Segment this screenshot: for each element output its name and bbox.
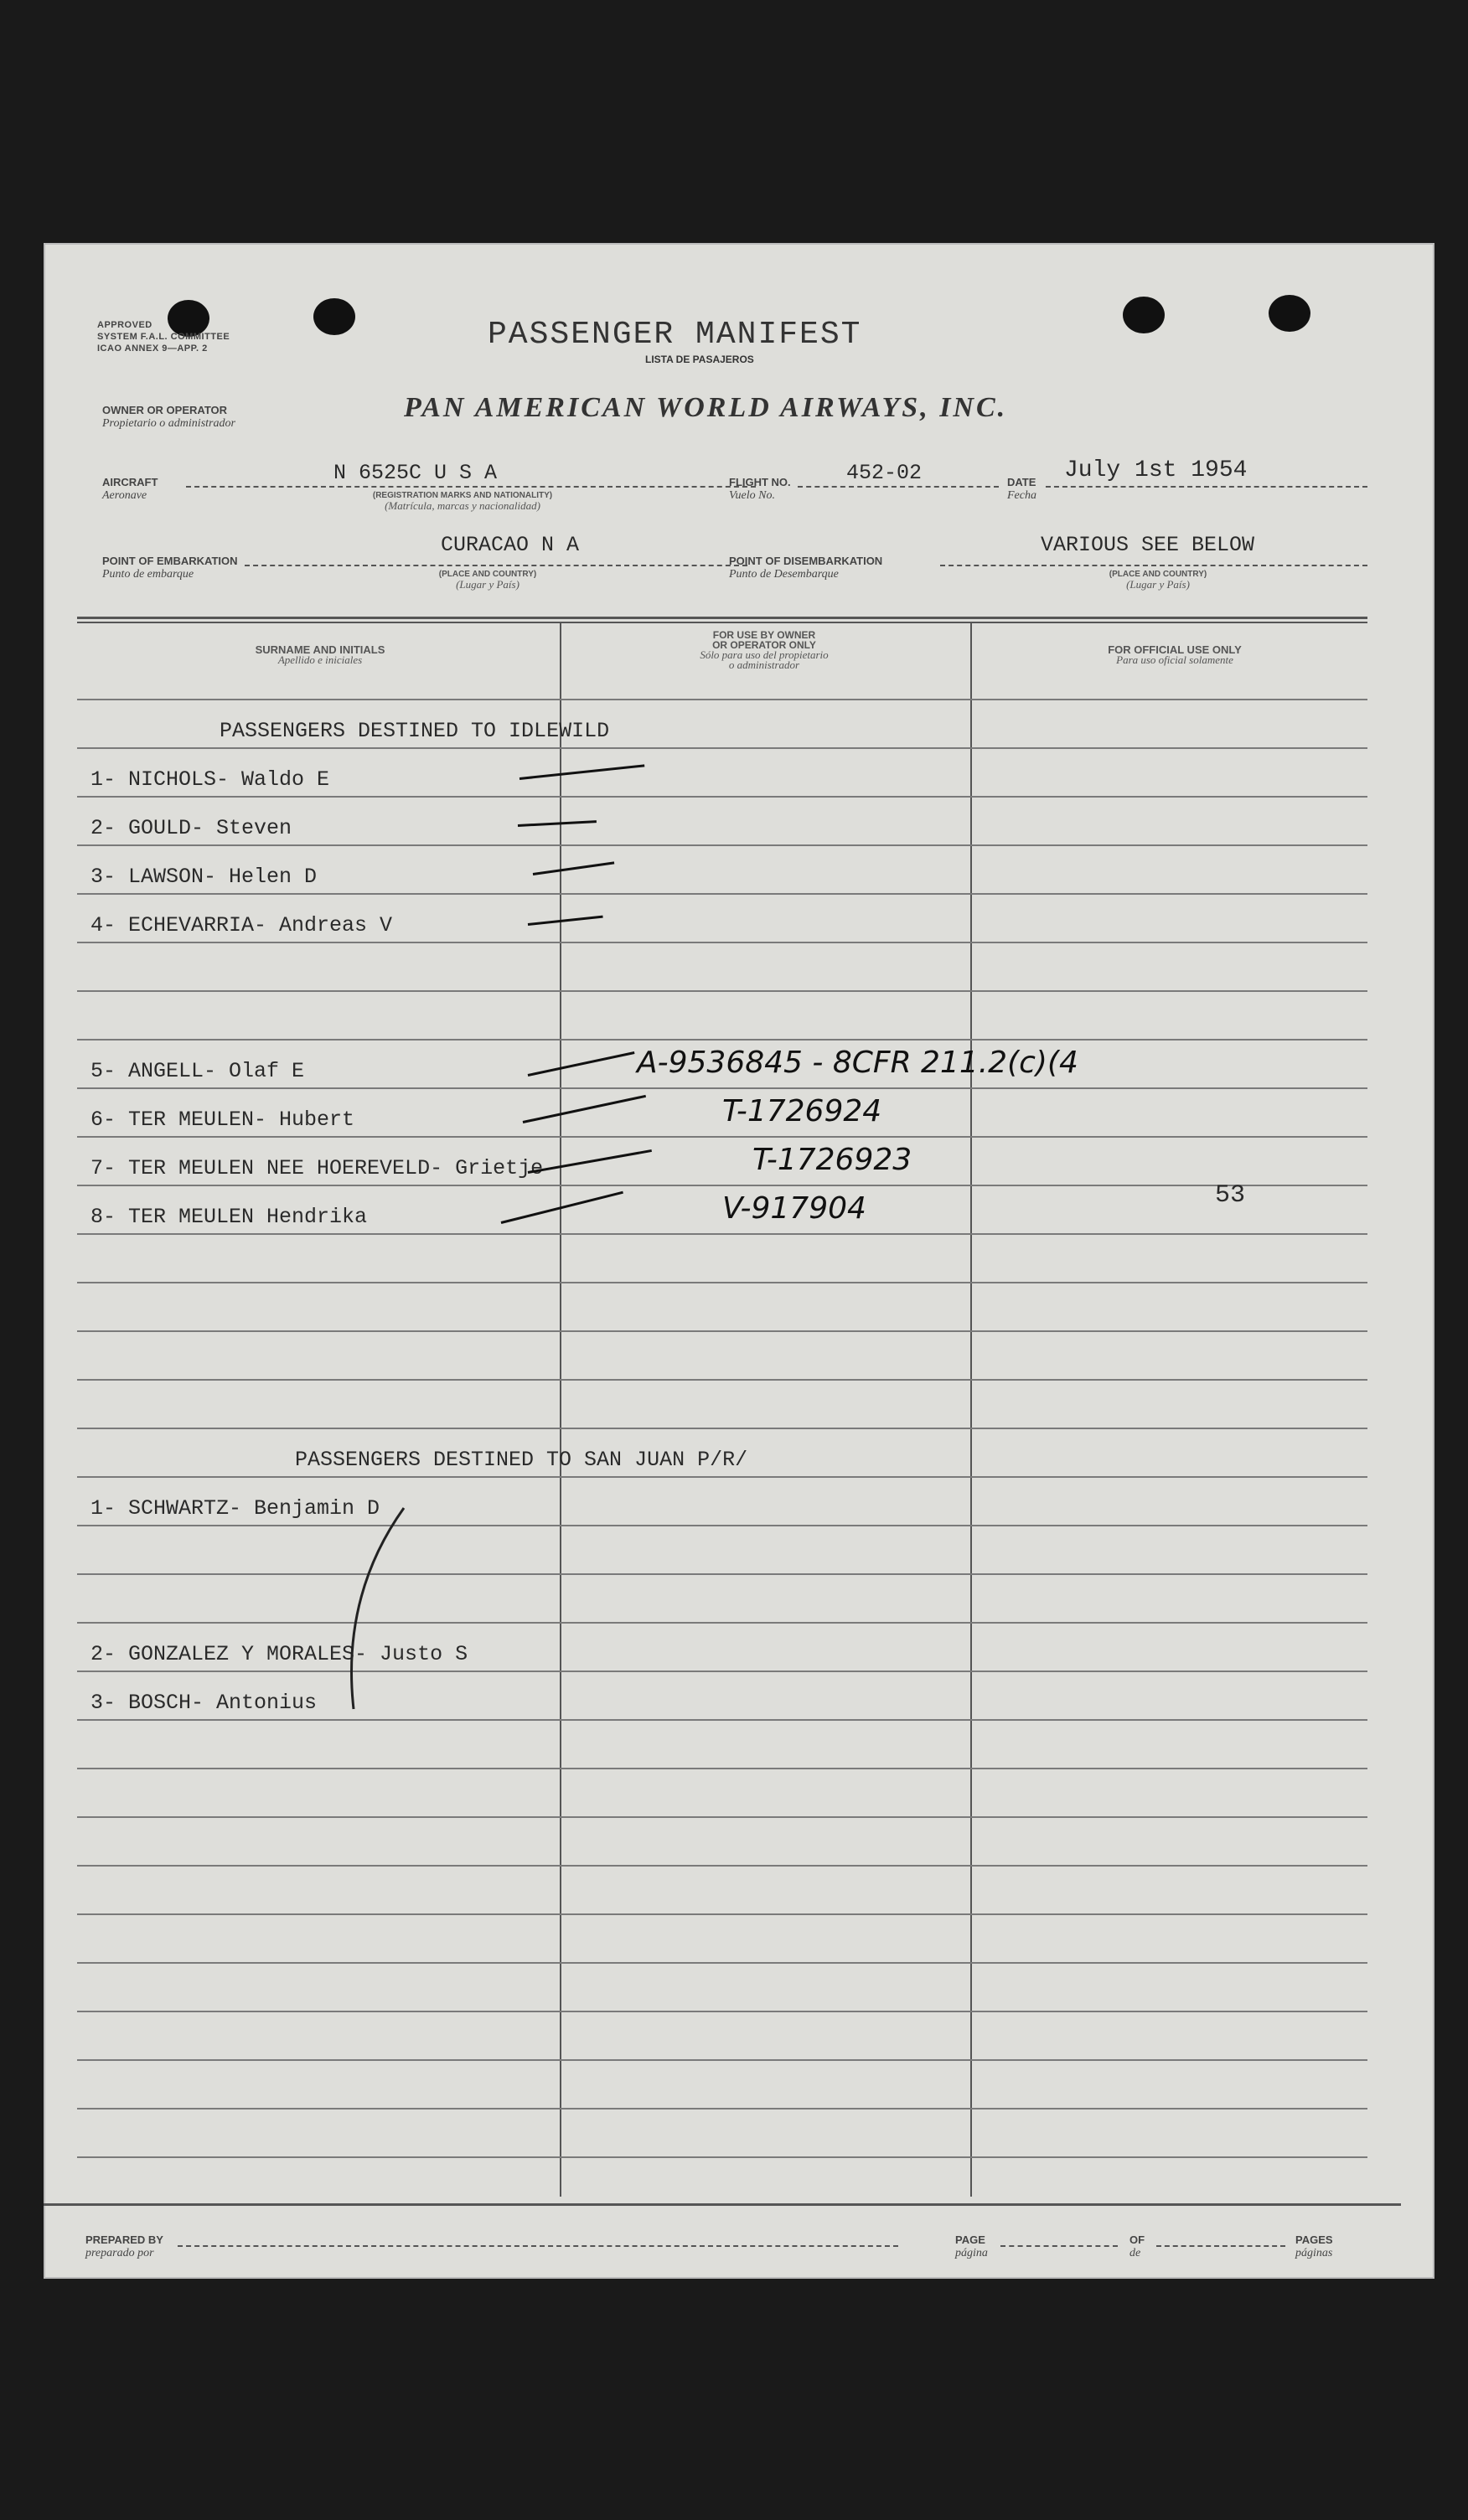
page-line [1000,2245,1118,2247]
of-line [1156,2245,1285,2247]
check-mark [533,861,614,875]
passenger-row: 7- TER MEULEN NEE HOEREVELD- Grietje [90,1156,544,1180]
ruled-line [77,1768,1367,1769]
page-title: PASSENGER MANIFEST [488,317,862,353]
committee-code: SYSTEM F.A.L. COMMITTEE [97,332,230,342]
embark-label: POINT OF EMBARKATION Punto de embarque [102,555,238,581]
date-label: DATE Fecha [1007,476,1036,502]
ruled-line [77,2059,1367,2061]
ruled-line [77,990,1367,992]
ruled-line [77,1671,1367,1672]
official-count: 53 [1215,1181,1246,1210]
date-value: July 1st 1954 [1064,457,1248,483]
page-title-es: LISTA DE PASAJEROS [645,354,754,365]
pages-label: PAGES páginas [1295,2233,1333,2259]
section-heading-san-juan: PASSENGERS DESTINED TO SAN JUAN P/R/ [295,1448,748,1472]
ruled-line [77,1476,1367,1478]
flight-label: FLIGHT NO. Vuelo No. [729,476,791,502]
column-header-official: FOR OFFICIAL USE ONLY Para uso oficial solamente [1108,643,1242,666]
ruled-line [77,893,1367,895]
ruled-line [77,796,1367,798]
ruled-line [77,1913,1367,1915]
check-mark [518,820,597,827]
disembark-underline [940,565,1367,566]
ruled-line [77,1428,1367,1429]
table-bottom-rule [44,2203,1401,2206]
company-name: PAN AMERICAN WORLD AIRWAYS, INC. [404,392,1008,423]
check-mark [501,1191,623,1224]
ruled-line [77,1622,1367,1624]
disembark-sub: (PLACE AND COUNTRY) (Lugar y País) [1109,570,1207,591]
passenger-row: 1- NICHOLS- Waldo E [90,767,330,792]
ruled-line [77,2011,1367,2012]
ruled-line [77,699,1367,700]
check-mark [528,916,603,926]
ruled-line [77,942,1367,943]
passenger-row: 4- ECHEVARRIA- Andreas V [90,913,393,937]
ruled-line [77,1087,1367,1089]
embark-underline [245,565,747,566]
date-underline [1046,486,1367,488]
prepared-by-line [178,2245,898,2247]
column-divider-2 [970,622,972,2197]
handwritten-number: T-1726924 [722,1094,882,1128]
column-header-surname: SURNAME AND INITIALS Apellido e iniciales [255,643,385,666]
ruled-line [77,747,1367,749]
ruled-line [77,2108,1367,2109]
ruled-line [77,2156,1367,2158]
column-divider-1 [560,622,561,2197]
ruled-line [77,1330,1367,1332]
passenger-row: 2- GONZALEZ Y MORALES- Justo S [90,1642,468,1666]
passenger-row: 3- BOSCH- Antonius [90,1691,318,1715]
flight-underline [798,486,999,488]
disembark-value: VARIOUS SEE BELOW [1041,533,1255,557]
aircraft-sub: (REGISTRATION MARKS AND NATIONALITY) (Matrícula, marcas y nacionalidad) [372,491,553,512]
of-label: OF de [1129,2233,1145,2259]
passenger-row: 5- ANGELL- Olaf E [90,1059,305,1083]
ruled-line [77,1185,1367,1186]
check-mark [523,1095,646,1123]
section-heading-idlewild: PASSENGERS DESTINED TO IDLEWILD [220,719,610,743]
manifest-sheet [44,243,1434,2279]
icao-code: ICAO ANNEX 9—APP. 2 [97,343,208,354]
table-top-rule-2 [77,622,1367,623]
embark-value: CURACAO N A [441,533,580,557]
check-mark [519,764,644,780]
column-header-operator: FOR USE BY OWNER OR OPERATOR ONLY Sólo para uso del propietario o administrador [700,629,829,671]
embark-sub: (PLACE AND COUNTRY) (Lugar y País) [438,570,537,591]
handwritten-curve [328,1500,429,1717]
approval-code: APPROVED [97,320,152,330]
passenger-row: 1- SCHWARTZ- Benjamin D [90,1496,380,1521]
page-label: PAGE página [955,2233,988,2259]
aircraft-underline [186,486,756,488]
aircraft-label: AIRCRAFT Aeronave [102,476,158,502]
ruled-line [77,1039,1367,1041]
prepared-by-label: PREPARED BY preparado por [85,2233,163,2259]
check-mark [528,1149,652,1174]
ruled-line [77,1816,1367,1818]
handwritten-number: V-917904 [722,1191,866,1226]
punch-hole-icon [1269,295,1310,332]
flight-value: 452-02 [846,461,923,485]
passenger-row: 8- TER MEULEN Hendrika [90,1205,368,1229]
ruled-line [77,1719,1367,1721]
ruled-line [77,1525,1367,1526]
handwritten-alien-number: A-9536845 - 8CFR 211.2(c)(4 [637,1046,1078,1080]
punch-hole-icon [313,298,355,335]
ruled-line [77,844,1367,846]
ruled-line [77,1962,1367,1964]
check-mark [528,1051,635,1077]
disembark-label: POINT OF DISEMBARKATION Punto de Desembarque [729,555,883,581]
passenger-row: 6- TER MEULEN- Hubert [90,1108,355,1132]
passenger-row: 2- GOULD- Steven [90,816,292,840]
ruled-line [77,1865,1367,1867]
owner-label: OWNER OR OPERATOR Propietario o administrador [102,404,235,430]
ruled-line [77,1136,1367,1138]
ruled-line [77,1233,1367,1235]
passenger-row: 3- LAWSON- Helen D [90,865,318,889]
ruled-line [77,1282,1367,1283]
ruled-line [77,1573,1367,1575]
aircraft-value: N 6525C U S A [333,461,498,485]
punch-hole-icon [1123,297,1165,333]
handwritten-number: T-1726923 [752,1143,912,1177]
ruled-line [77,1379,1367,1381]
table-top-rule [77,617,1367,619]
